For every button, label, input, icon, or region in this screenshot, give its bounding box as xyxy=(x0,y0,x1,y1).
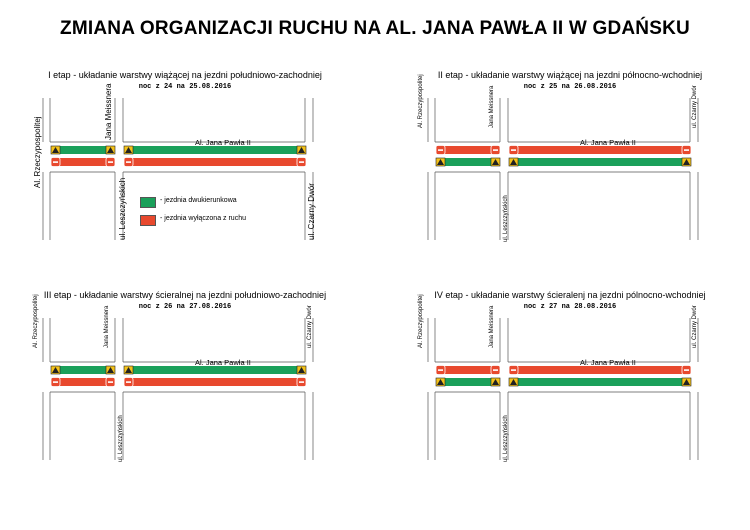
road-diagram xyxy=(35,310,335,490)
traffic-sign-icon xyxy=(106,146,115,154)
open-lane xyxy=(511,378,688,386)
traffic-sign-icon xyxy=(491,378,500,386)
open-lane xyxy=(511,158,688,166)
street-label-left: Al. Rzeczypospolitej xyxy=(418,74,424,128)
open-lane xyxy=(126,366,303,374)
legend-label: - jezdnia wyłączona z ruchu xyxy=(160,215,246,222)
closed-lane xyxy=(438,146,498,154)
closed-lane xyxy=(438,366,498,374)
stage-panel xyxy=(35,290,375,490)
legend-swatch xyxy=(140,197,156,208)
road-diagram xyxy=(35,90,335,270)
no-entry-sign-icon xyxy=(509,366,518,375)
stage-panel xyxy=(420,70,750,270)
street-label-mid-bottom: ul. Leszczyńskich xyxy=(503,195,509,242)
street-label-mid-top: Jana Meissnera xyxy=(489,85,495,128)
traffic-sign-icon xyxy=(297,366,306,374)
street-label-mid-bottom: ul. Leszczyńskich xyxy=(503,415,509,462)
traffic-sign-icon xyxy=(436,378,445,386)
street-label-mid-bottom: ul. Leszczyńskich xyxy=(118,177,127,240)
street-label-left: Al. Rzeczypospolitej xyxy=(33,294,39,348)
stage-date: noc z 25 na 26.08.2016 xyxy=(523,83,617,91)
street-label-main: Al. Jana Pawła II xyxy=(580,358,636,367)
traffic-sign-icon xyxy=(436,158,445,166)
closed-lane xyxy=(511,366,688,374)
stage-title: I etap - układanie warstwy wiążącej na jezdni południowo-zachodniej xyxy=(48,70,322,80)
street-label-left: Al. Rzeczypospolitej xyxy=(33,116,42,188)
no-entry-sign-icon xyxy=(106,158,115,167)
traffic-sign-icon xyxy=(682,158,691,166)
no-entry-sign-icon xyxy=(106,378,115,387)
road-diagram xyxy=(420,90,720,270)
no-entry-sign-icon xyxy=(682,366,691,375)
street-label-right: ul. Czarny Dwór xyxy=(692,305,698,348)
open-lane xyxy=(438,378,498,386)
street-label-main: Al. Jana Pawła II xyxy=(195,138,251,147)
stage-title: II etap - układanie warstwy wiążącej na jezdni północno-wchodniej xyxy=(437,70,703,80)
traffic-sign-icon xyxy=(51,146,60,154)
street-label-main: Al. Jana Pawła II xyxy=(580,138,636,147)
street-label-main: Al. Jana Pawła II xyxy=(195,358,251,367)
no-entry-sign-icon xyxy=(124,378,133,387)
no-entry-sign-icon xyxy=(491,146,500,155)
no-entry-sign-icon xyxy=(509,146,518,155)
no-entry-sign-icon xyxy=(436,146,445,155)
stage-panel xyxy=(420,290,750,490)
legend-label: - jezdnia dwukierunkowa xyxy=(160,197,237,204)
legend-swatch xyxy=(140,215,156,226)
open-lane xyxy=(126,146,303,154)
open-lane xyxy=(438,158,498,166)
no-entry-sign-icon xyxy=(51,378,60,387)
traffic-sign-icon xyxy=(124,146,133,154)
traffic-sign-icon xyxy=(491,158,500,166)
no-entry-sign-icon xyxy=(436,366,445,375)
road-diagram xyxy=(420,310,720,490)
closed-lane xyxy=(126,378,303,386)
closed-lane xyxy=(53,158,113,166)
traffic-sign-icon xyxy=(297,146,306,154)
street-label-mid-top: Jana Meissnera xyxy=(104,83,113,140)
no-entry-sign-icon xyxy=(682,146,691,155)
open-lane xyxy=(53,146,113,154)
stage-date: noc z 26 na 27.08.2016 xyxy=(138,303,232,311)
no-entry-sign-icon xyxy=(51,158,60,167)
traffic-sign-icon xyxy=(509,378,518,386)
no-entry-sign-icon xyxy=(297,158,306,167)
street-label-left: Al. Rzeczypospolitej xyxy=(418,294,424,348)
street-label-mid-bottom: ul. Leszczyńskich xyxy=(118,415,124,462)
traffic-sign-icon xyxy=(509,158,518,166)
page-title: ZMIANA ORGANIZACJI RUCHU NA AL. JANA PAWŁA II W GDAŃSKU xyxy=(60,18,690,39)
no-entry-sign-icon xyxy=(124,158,133,167)
traffic-sign-icon xyxy=(124,366,133,374)
stage-date: noc z 24 na 25.08.2016 xyxy=(138,83,232,91)
no-entry-sign-icon xyxy=(297,378,306,387)
traffic-sign-icon xyxy=(682,378,691,386)
street-label-right: ul. Czarny Dwór xyxy=(307,305,313,348)
stage-date: noc z 27 na 28.08.2016 xyxy=(523,303,617,311)
stage-panel xyxy=(35,70,375,270)
street-label-right: ul. Czarny Dwór xyxy=(307,183,316,240)
stage-title: III etap - układanie warstwy ścieralnej na jezdni południowo-zachodniej xyxy=(43,290,327,300)
open-lane xyxy=(53,366,113,374)
street-label-mid-top: Jana Meissnera xyxy=(489,305,495,348)
street-label-right: ul. Czarny Dwór xyxy=(692,85,698,128)
closed-lane xyxy=(126,158,303,166)
closed-lane xyxy=(511,146,688,154)
stage-title: IV etap - układanie warstwy ścieralenj na jezdni pólnocno-wchodniej xyxy=(434,290,706,300)
street-label-mid-top: Jana Meissnera xyxy=(104,305,110,348)
no-entry-sign-icon xyxy=(491,366,500,375)
traffic-sign-icon xyxy=(51,366,60,374)
closed-lane xyxy=(53,378,113,386)
traffic-sign-icon xyxy=(106,366,115,374)
